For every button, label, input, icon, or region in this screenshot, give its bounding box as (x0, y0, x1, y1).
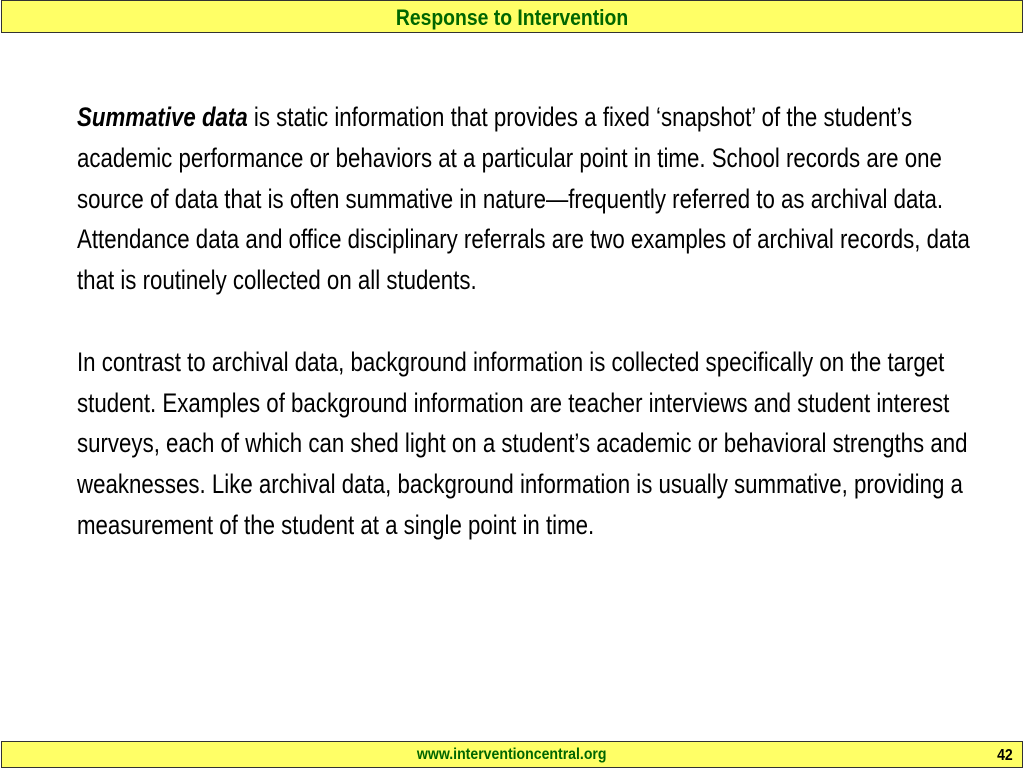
slide-title: Response to Intervention (395, 5, 629, 30)
footer-bar (1, 741, 1023, 768)
summative-term: Summative data (77, 102, 248, 132)
header-bar (1, 0, 1023, 33)
paragraph-background (77, 342, 977, 546)
paragraph-summative-text: is static information that provides a fixed ‘snapshot’ of the student’s academic performance or behaviors at a particular point in time. School records are one source of data that is often summative in nature—frequently referred to as archival data. Attendance data and office disciplinary referrals are two examples of archival records, data that is routinely collected on all students. (77, 102, 970, 296)
page-number: 42 (997, 747, 1013, 764)
paragraph-summative (77, 97, 977, 301)
footer-url[interactable]: www.interventioncentral.org (417, 746, 607, 763)
paragraph-background-text: In contrast to archival data, background information is collected specifically on the target student. Examples of background information are teacher interviews and student interest surveys, each of which can shed light on a student’s academic or behavioral strengths and weaknesses. Like archival data, background information is usually summative, providing a measurement of the student at a single point in time. (77, 346, 968, 540)
slide-content (77, 97, 977, 546)
